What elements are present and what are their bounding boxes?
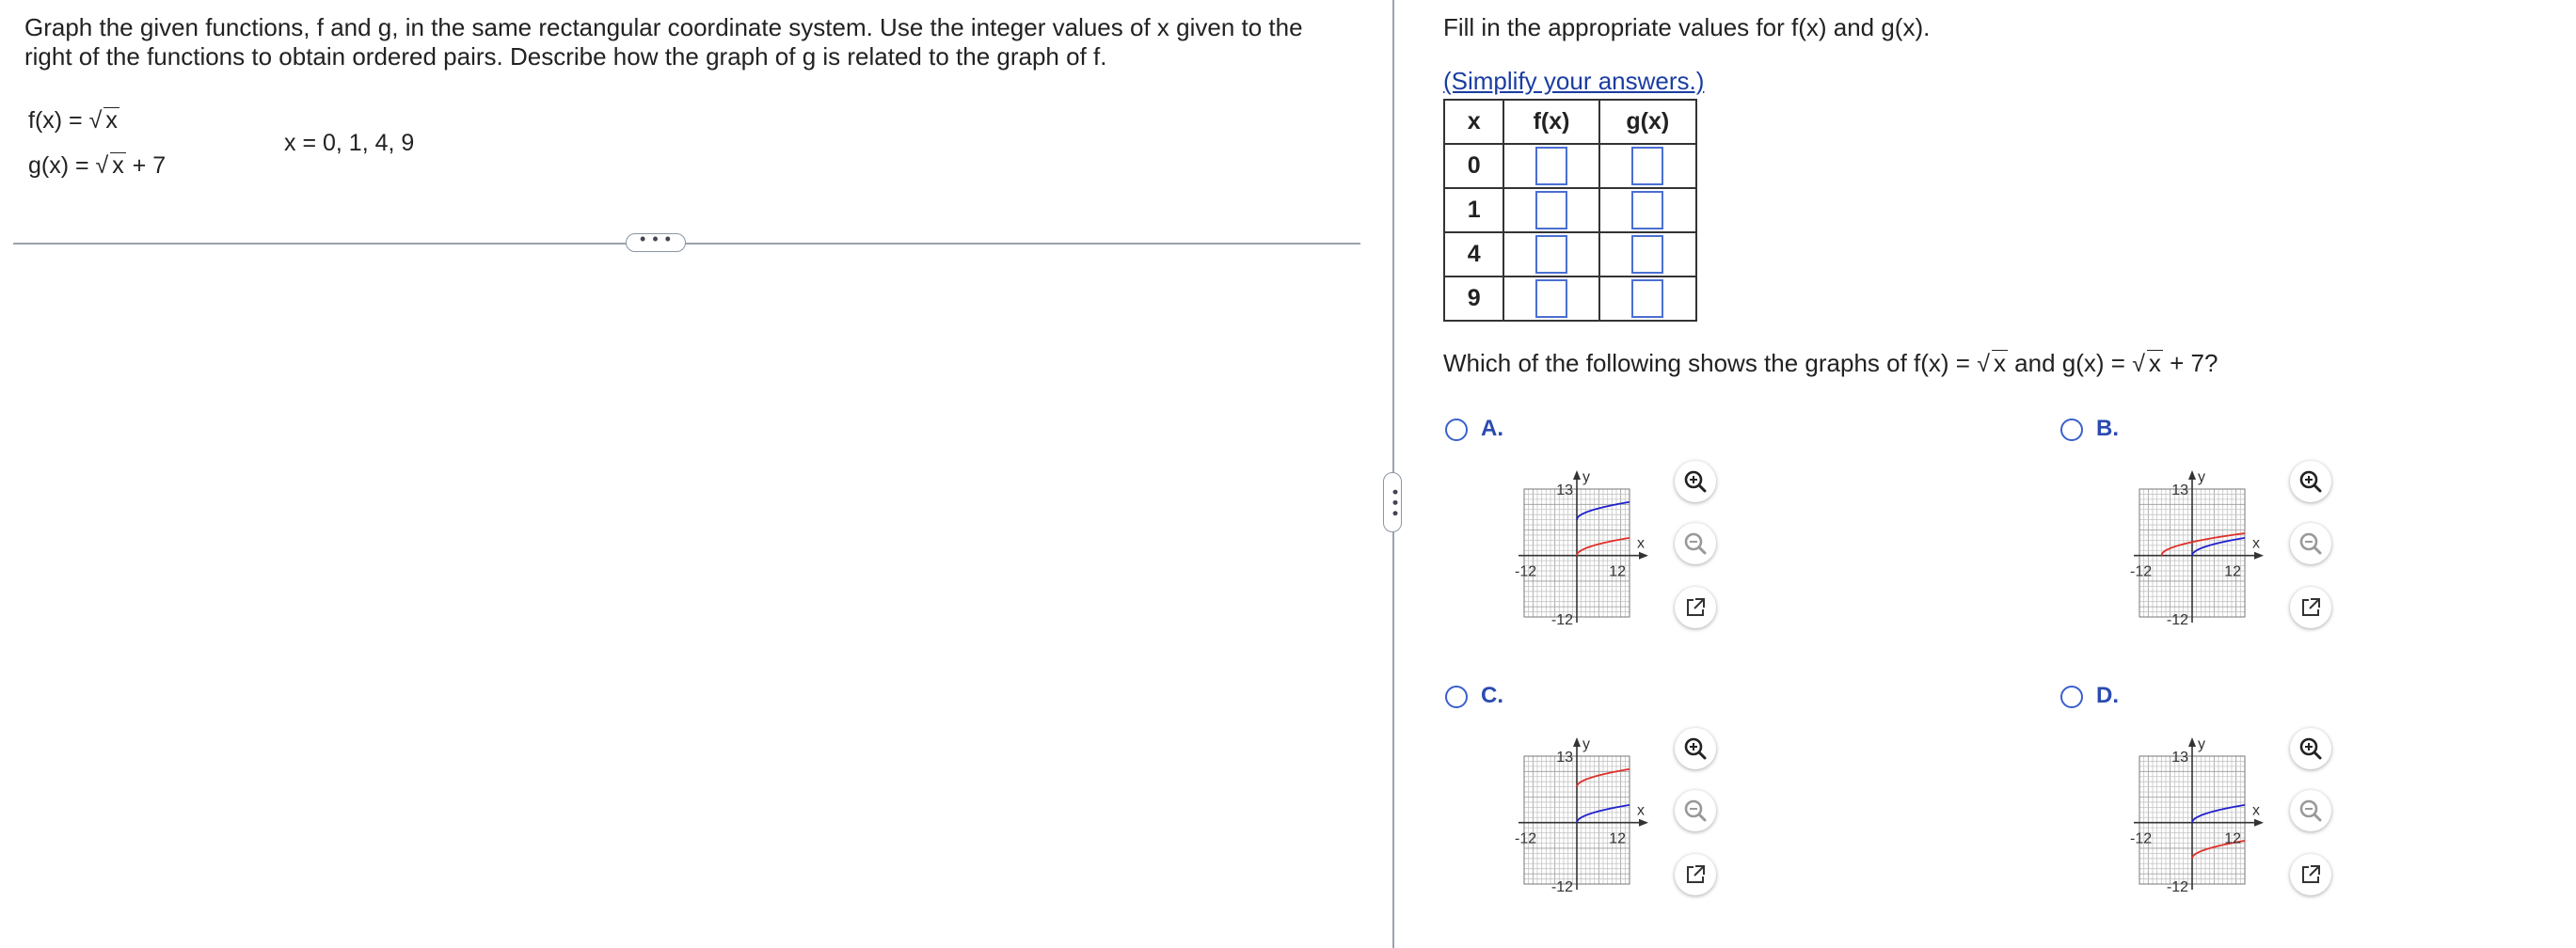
x-axis-arrow bbox=[2254, 552, 2264, 560]
radio-button[interactable] bbox=[2060, 686, 2083, 708]
tick-label-left: -12 bbox=[2130, 830, 2153, 847]
gx-input[interactable] bbox=[1631, 147, 1663, 185]
f-definition bbox=[28, 107, 119, 134]
option-graph bbox=[2109, 728, 2279, 907]
tick-label-right: 12 bbox=[1609, 563, 1626, 580]
gx-input[interactable] bbox=[1631, 235, 1663, 274]
x-axis-arrow bbox=[1639, 552, 1648, 560]
external-link-icon bbox=[2290, 854, 2331, 895]
option-label: D. bbox=[2096, 683, 2119, 708]
option-b[interactable] bbox=[2060, 416, 2119, 442]
fx-input[interactable] bbox=[1535, 191, 1567, 229]
radio-button[interactable] bbox=[2060, 419, 2083, 441]
radio-button[interactable] bbox=[1445, 419, 1468, 441]
zoom-in-button[interactable] bbox=[2290, 461, 2331, 502]
zoom-out-button[interactable] bbox=[2290, 790, 2331, 831]
option-d[interactable] bbox=[2060, 683, 2119, 709]
x-axis-arrow bbox=[2254, 819, 2264, 827]
x-axis-arrow bbox=[1639, 819, 1648, 827]
gx-input[interactable] bbox=[1631, 279, 1663, 318]
option-graph bbox=[2109, 461, 2279, 640]
y-axis-arrow bbox=[2188, 470, 2196, 480]
simplify-note: (Simplify your answers.) bbox=[1443, 67, 1705, 95]
zoom-out-button[interactable] bbox=[1675, 523, 1716, 564]
x-axis-label: x bbox=[2252, 535, 2260, 552]
zoom-out-icon bbox=[2290, 523, 2331, 564]
header-fx: f(x) bbox=[1503, 100, 1598, 144]
zoom-in-icon bbox=[1675, 461, 1716, 502]
zoom-out-icon bbox=[1675, 790, 1716, 831]
question-suffix: + 7? bbox=[2162, 349, 2218, 377]
x-values: x = 0, 1, 4, 9 bbox=[284, 130, 415, 156]
graph-svg bbox=[2109, 461, 2279, 640]
radical-icon: √ bbox=[88, 107, 103, 134]
zoom-in-button[interactable] bbox=[1675, 461, 1716, 502]
option-label: C. bbox=[1481, 683, 1503, 708]
external-link-icon bbox=[1675, 587, 1716, 628]
zoom-in-icon bbox=[2290, 728, 2331, 769]
tick-label-top: 13 bbox=[2171, 750, 2188, 766]
graph-svg bbox=[1494, 728, 1663, 907]
open-graph-button[interactable] bbox=[1675, 854, 1716, 895]
g-label: g(x) = bbox=[28, 152, 96, 179]
fx-input[interactable] bbox=[1535, 147, 1567, 185]
tick-label-bottom: -12 bbox=[2166, 612, 2188, 628]
x-cell: 9 bbox=[1444, 276, 1503, 321]
f-radicand: x bbox=[105, 107, 118, 134]
y-axis-arrow bbox=[1573, 470, 1581, 480]
tick-label-right: 12 bbox=[1609, 830, 1626, 847]
option-graph bbox=[1494, 728, 1663, 907]
x-cell: 4 bbox=[1444, 232, 1503, 276]
panel-resize-handle[interactable]: • • • bbox=[1383, 472, 1402, 532]
option-label: B. bbox=[2096, 416, 2119, 441]
tick-label-left: -12 bbox=[1515, 830, 1537, 847]
zoom-in-button[interactable] bbox=[1675, 728, 1716, 769]
expand-more-button[interactable]: • • • bbox=[626, 233, 686, 252]
radical-icon: √ bbox=[1977, 351, 1990, 377]
external-link-icon bbox=[2290, 587, 2331, 628]
tick-label-top: 13 bbox=[2171, 482, 2188, 498]
header-x: x bbox=[1444, 100, 1503, 144]
y-axis-arrow bbox=[2188, 737, 2196, 747]
option-graph bbox=[1494, 461, 1663, 640]
x-axis-label: x bbox=[1637, 802, 1645, 819]
zoom-out-icon bbox=[1675, 523, 1716, 564]
fx-input[interactable] bbox=[1535, 235, 1567, 274]
question-radicand-g: x bbox=[2148, 349, 2161, 377]
g-radicand: x bbox=[112, 152, 124, 179]
x-axis-label: x bbox=[1637, 535, 1645, 552]
y-axis-label: y bbox=[1582, 469, 1590, 485]
tick-label-bottom: -12 bbox=[2166, 879, 2188, 895]
x-cell: 1 bbox=[1444, 188, 1503, 232]
g-suffix: + 7 bbox=[125, 152, 167, 179]
header-gx: g(x) bbox=[1599, 100, 1696, 144]
tick-label-left: -12 bbox=[2130, 563, 2153, 580]
problem-instructions: Graph the given functions, f and g, in the same rectangular coordinate system. Use the integer values of x given to the right of the functions to obtain ordered pairs. Describe how the graph of g is related to the graph of f. bbox=[24, 13, 1303, 71]
option-a[interactable] bbox=[1445, 416, 1503, 442]
zoom-in-icon bbox=[1675, 728, 1716, 769]
y-axis-label: y bbox=[1582, 736, 1590, 752]
radio-button[interactable] bbox=[1445, 686, 1468, 708]
function-curve bbox=[2161, 533, 2245, 556]
zoom-out-icon bbox=[2290, 790, 2331, 831]
graph-svg bbox=[1494, 461, 1663, 640]
question-radicand-f: x bbox=[1993, 349, 2006, 377]
zoom-in-icon bbox=[2290, 461, 2331, 502]
zoom-in-button[interactable] bbox=[2290, 728, 2331, 769]
radical-icon: √ bbox=[2132, 351, 2145, 377]
question-middle: and g(x) = bbox=[2007, 349, 2133, 377]
y-axis-label: y bbox=[2198, 469, 2205, 485]
table-row bbox=[1444, 276, 1696, 321]
zoom-out-button[interactable] bbox=[1675, 790, 1716, 831]
tick-label-bottom: -12 bbox=[1550, 879, 1573, 895]
zoom-out-button[interactable] bbox=[2290, 523, 2331, 564]
table-row bbox=[1444, 188, 1696, 232]
fill-prompt: Fill in the appropriate values for f(x) and g(x). bbox=[1443, 13, 1931, 41]
open-graph-button[interactable] bbox=[2290, 854, 2331, 895]
x-cell: 0 bbox=[1444, 144, 1503, 188]
tick-label-left: -12 bbox=[1515, 563, 1537, 580]
gx-input[interactable] bbox=[1631, 191, 1663, 229]
graph-svg bbox=[2109, 728, 2279, 907]
tick-label-bottom: -12 bbox=[1550, 612, 1573, 628]
tick-label-right: 12 bbox=[2224, 830, 2241, 847]
open-graph-button[interactable] bbox=[2290, 587, 2331, 628]
y-axis-arrow bbox=[1573, 737, 1581, 747]
graph-question bbox=[1443, 349, 2218, 378]
table-row bbox=[1444, 232, 1696, 276]
table-header-row bbox=[1444, 100, 1696, 144]
radical-icon: √ bbox=[95, 152, 109, 179]
g-definition bbox=[28, 152, 166, 180]
tick-label-top: 13 bbox=[1556, 482, 1573, 498]
external-link-icon bbox=[1675, 854, 1716, 895]
open-graph-button[interactable] bbox=[1675, 587, 1716, 628]
section-divider bbox=[13, 243, 1360, 245]
option-c[interactable] bbox=[1445, 683, 1503, 709]
y-axis-label: y bbox=[2198, 736, 2205, 752]
tick-label-top: 13 bbox=[1556, 750, 1573, 766]
table-row bbox=[1444, 144, 1696, 188]
option-label: A. bbox=[1481, 416, 1503, 441]
values-table bbox=[1443, 99, 1697, 322]
fx-input[interactable] bbox=[1535, 279, 1567, 318]
question-prefix: Which of the following shows the graphs of f(x) = bbox=[1443, 349, 1978, 377]
f-label: f(x) = bbox=[28, 107, 89, 134]
tick-label-right: 12 bbox=[2224, 563, 2241, 580]
x-axis-label: x bbox=[2252, 802, 2260, 819]
